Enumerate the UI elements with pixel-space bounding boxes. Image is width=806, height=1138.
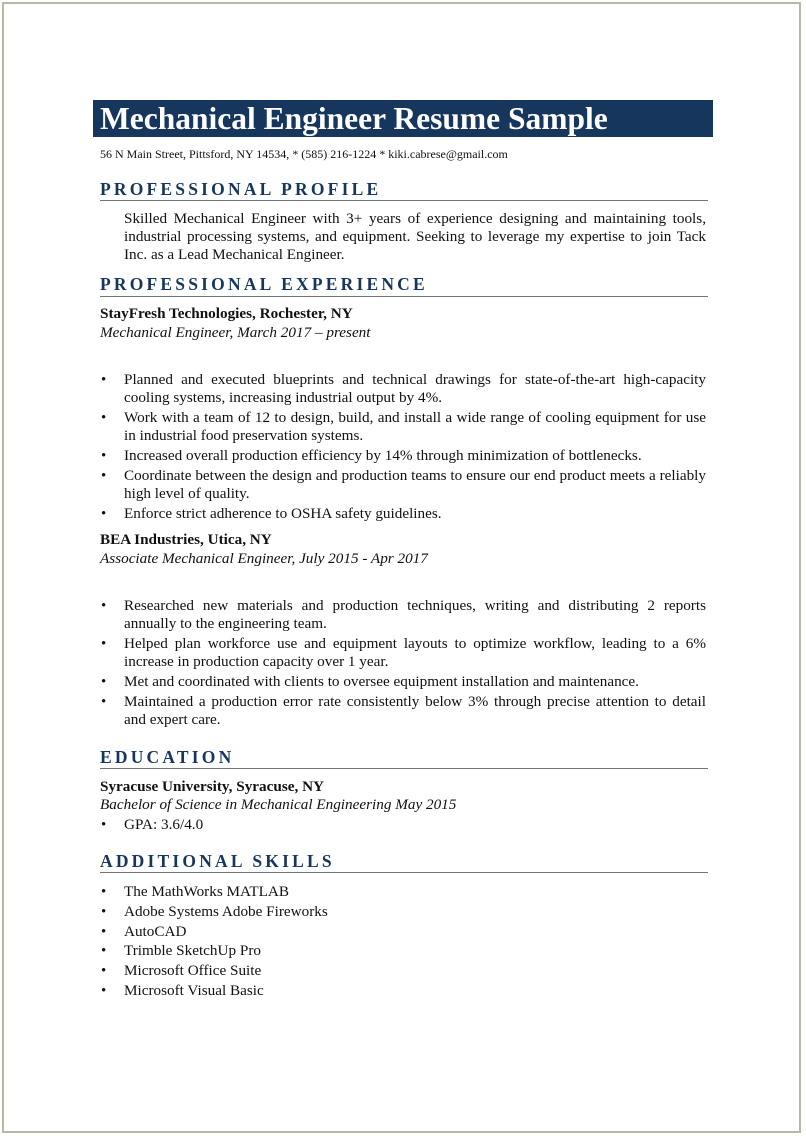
- job-bullets: [100, 371, 706, 524]
- list-item: • Microsoft Visual Basic: [101, 981, 264, 999]
- job-company: StayFresh Technologies, Rochester, NY: [100, 305, 353, 322]
- bullet-icon: •: [101, 598, 107, 614]
- section-divider: [100, 296, 708, 297]
- bullet-icon: •: [101, 409, 107, 426]
- profile-summary: Skilled Mechanical Engineer with 3+ years of experience designing and maintaining tools, industrial processing systems, and equipment. Seeking to leverage my expertise to join Tack Inc. as a Lead Mechanical Engineer.: [124, 210, 706, 263]
- list-item: • Helped plan workforce use and equipment layouts to optimize workflow, leading to a 6% increase in production capacity over 1 year.: [101, 634, 706, 671]
- job-bullets: [100, 597, 706, 731]
- job-role: Associate Mechanical Engineer, July 2015 - Apr 2017: [100, 550, 428, 567]
- list-item: • The MathWorks MATLAB: [101, 883, 289, 900]
- list-item: • Adobe Systems Adobe Fireworks: [101, 902, 328, 920]
- bullet-icon: •: [101, 884, 107, 900]
- section-heading-education: EDUCATION: [100, 747, 235, 767]
- list-item: • Researched new materials and production techniques, writing and distributing 2 reports annually to the engineering team.: [101, 597, 706, 633]
- list-item: • Met and coordinated with clients to oversee equipment installation and maintenance.: [101, 672, 639, 690]
- bullet-icon: •: [101, 982, 107, 999]
- bullet-icon: •: [101, 505, 107, 522]
- section-heading-experience: PROFESSIONAL EXPERIENCE: [100, 274, 428, 294]
- list-item: • Increased overall production efficiency by 14% through minimization of bottlenecks.: [101, 446, 642, 464]
- list-item: • Work with a team of 12 to design, build, and install a wide range of cooling equipment for use in industrial food preservation systems.: [101, 408, 706, 445]
- section-divider: [100, 200, 708, 201]
- bullet-icon: •: [101, 447, 107, 464]
- section-divider: [100, 872, 708, 873]
- school-name: Syracuse University, Syracuse, NY: [100, 778, 325, 795]
- section-divider: [100, 768, 708, 769]
- bullet-icon: •: [101, 943, 107, 960]
- bullet-icon: •: [101, 963, 107, 980]
- bullet-icon: •: [101, 693, 107, 710]
- list-item: • AutoCAD: [101, 922, 187, 940]
- bullet-icon: •: [101, 372, 107, 388]
- skills-list: [100, 883, 706, 1002]
- bullet-icon: •: [101, 923, 107, 940]
- bullet-icon: •: [101, 673, 107, 690]
- bullet-icon: •: [101, 903, 107, 920]
- bullet-icon: •: [101, 635, 107, 652]
- job-company: BEA Industries, Utica, NY: [100, 531, 272, 548]
- section-heading-profile: PROFESSIONAL PROFILE: [100, 179, 382, 199]
- section-heading-skills: ADDITIONAL SKILLS: [100, 851, 335, 871]
- list-item: • Coordinate between the design and production teams to ensure our end product meets a reliably high level of quality.: [101, 466, 706, 502]
- bullet-icon: •: [101, 817, 107, 833]
- list-item: • Trimble SketchUp Pro: [101, 942, 261, 960]
- list-item: • Maintained a production error rate consistently below 3% through precise attention to detail and expert care.: [101, 692, 706, 728]
- list-item: • Enforce strict adherence to OSHA safety guidelines.: [101, 504, 442, 522]
- contact-line: 56 N Main Street, Pittsford, NY 14534, * (585) 216-1224 * kiki.cabrese@gmail.com: [100, 147, 508, 161]
- page-title: Mechanical Engineer Resume Sample: [100, 101, 608, 136]
- list-item: • GPA: 3.6/4.0: [101, 816, 204, 833]
- education-bullets: [100, 816, 706, 836]
- list-item: • Planned and executed blueprints and technical drawings for state-of-the-art high-capacity cooling systems, increasing industrial output by 4%.: [101, 371, 706, 407]
- job-role: Mechanical Engineer, March 2017 – present: [100, 324, 371, 341]
- list-item: • Microsoft Office Suite: [101, 962, 262, 980]
- degree: Bachelor of Science in Mechanical Engineering May 2015: [100, 796, 457, 813]
- bullet-icon: •: [101, 467, 107, 484]
